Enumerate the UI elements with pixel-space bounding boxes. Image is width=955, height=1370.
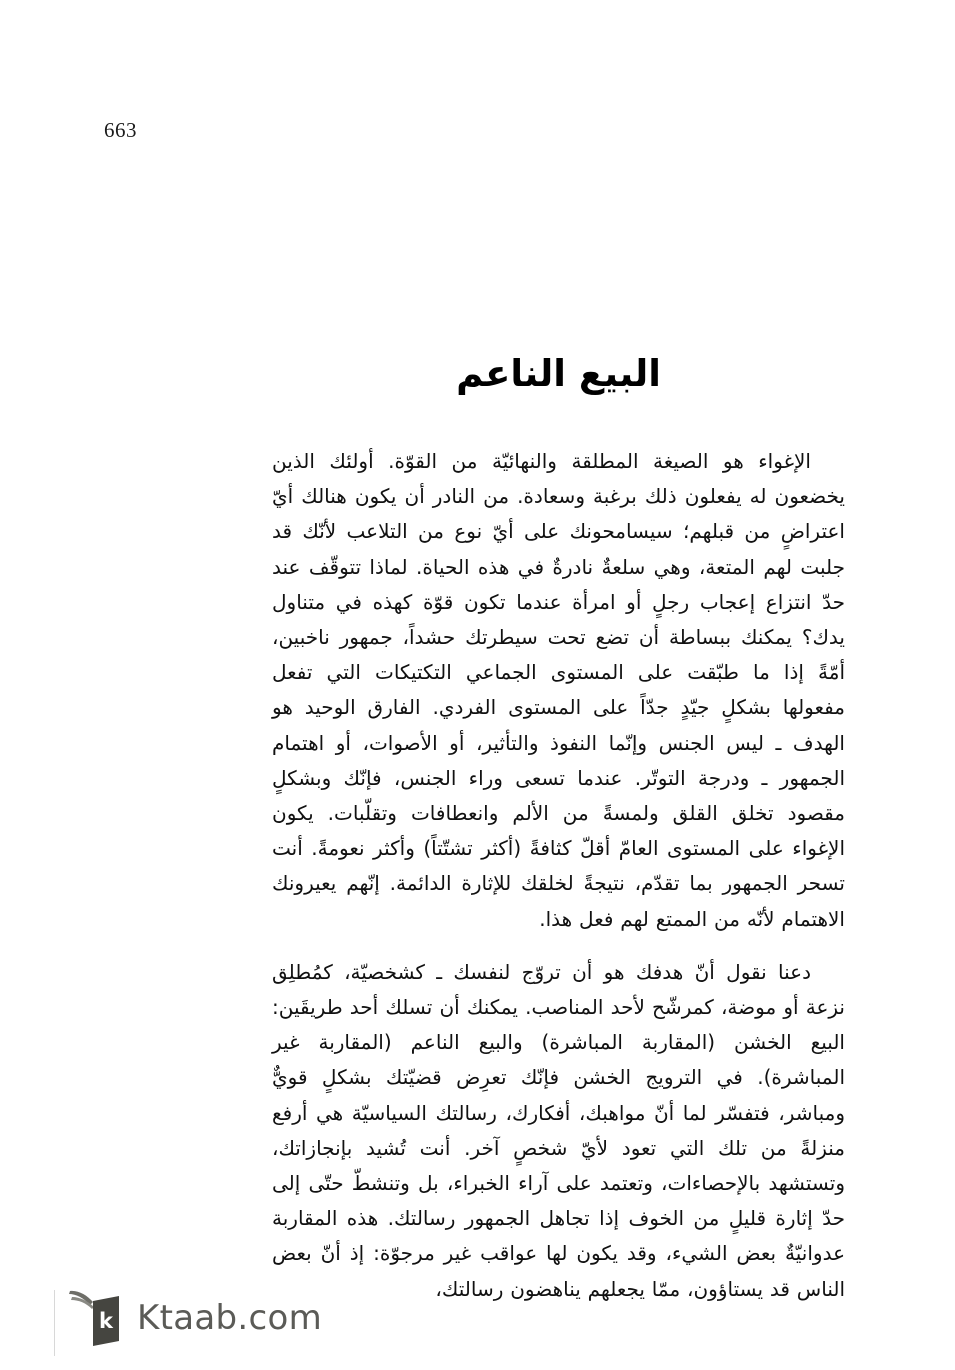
paragraph: الإغواء هو الصيغة المطلقة والنهائيّة من القوّة. أولئك الذين يخضعون له يفعلون ذلك برغبة وسعادة. من النادر أن يكون هنالك أيّ اعتراضٍ من قبلهم؛ سيسامحونك على أيّ نوع من التلاعب لأنّك قد جلبت لهم المتعة، وهي سلعةٌ نادرةٌ في هذه الحياة. لماذا تتوقّف عند حدّ انتزاع إعجاب رجلٍ أو امرأة عندما تكون قوّة كهذه في متناول يدك؟ يمكنك ببساطة أن تضع تحت سيطرتك حشداً، جمهور ناخبين، أمّةً إذا ما طبّقت على المستوى الجماعي التكتيكات التي تفعل مفعولها بشكلٍ جيّدٍ جدّاً على المستوى الفردي. الفارق الوحيد هو الهدف ـ ليس الجنس وإنّما النفوذ والتأثير، أو الأصوات، أو اهتمام الجمهور ـ ودرجة التوتّر. عندما تسعى وراء الجنس، فإنّك وبشكلٍ مقصود تخلق القلق ولمسةً من الألم وانعطافات وتقلّبات. يكون الإغواء على المستوى العامّ أقلّ كثافةً (أكثر تشتّتاً) وأكثر نعومةً. أنت تسحر الجمهور بما تقدّم، نتيجةً لخلقك للإثارة الدائمة. إنّهم يعيرونك الاهتمام لأنّه من الممتع لهم فعل هذا. <box>272 449 845 931</box>
svg-text:k: k <box>99 1309 113 1333</box>
body-text <box>272 444 845 1307</box>
watermark-label: Ktaab.com <box>137 1298 323 1338</box>
watermark <box>68 1286 322 1350</box>
page-number: 663 <box>104 118 137 142</box>
scan-edge-artifact <box>54 1290 55 1356</box>
book-logo-icon <box>68 1286 124 1350</box>
page-title: البيع الناعم <box>456 351 661 395</box>
paragraph: دعنا نقول أنّ هدفك هو أن تروّج لنفسك ـ كشخصيّة، كمُطلِق نزعة أو موضة، كمرشّح لأحد المناصب. يمكنك أن تسلك أحد طريقَين: البيع الخشن (المقاربة المباشرة) والبيع الناعم (المقاربة غير المباشرة). في الترويج الخشن فإنّك تعرِض قضيّتك بشكلٍ قويٌّ ومباشر، فتفسّر لما أنّ مواهبك، أفكارك، رسالتك السياسيّة هي أرفع منزلةً من تلك التي تعود لأيّ شخصٍ آخر. أنت تُشيد بإنجازاتك، وتستشهد بالإحصاءات، وتعتمد على آراء الخبراء، بل وتنشطّ حتّى إلى حدّ إثارة قليلٍ من الخوف إذا تجاهل الجمهور رسالتك. هذه المقاربة عدوانيّةٌ بعض الشيء، وقد يكون لها عواقب غير مرجوّة: إذ أنّ بعض الناس قد يستاؤون، ممّا يجعلهم يناهضون رسالتك، <box>272 959 845 1301</box>
